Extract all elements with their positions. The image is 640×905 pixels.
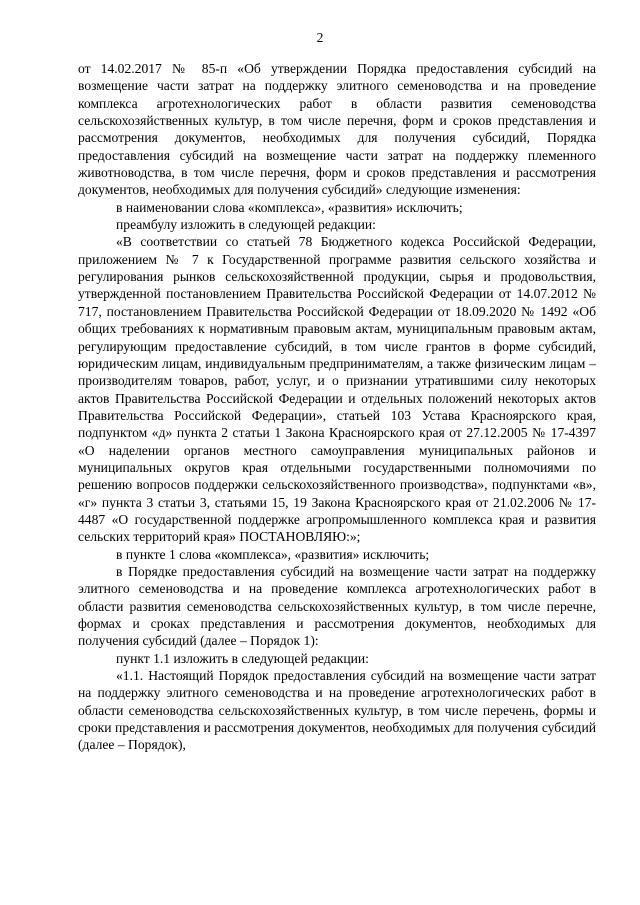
paragraph: пункт 1.1 изложить в следующей редакции:	[116, 650, 369, 666]
document-body	[78, 60, 596, 754]
paragraph: в Порядке предоставления субсидий на возмещение части затрат на поддержку элитного семеноводства и на проведение комплекса агротехнологических работ в области развития семеноводства сельскохозяйственных культур, в том числе перечне, формах и сроках представления и рассмотрения документов, необходимых для получения субсидий (далее – Порядок 1):	[78, 563, 596, 649]
paragraph: «В соответствии со статьей 78 Бюджетного кодекса Российской Федерации, приложением № 7 к Государственной программе развития сельского хозяйства и регулирования рынков сельскохозяйственной продукции, сырья и продовольствия, утвержденной постановлением Правительства Российской Федерации от 14.07.2012 № 717, постановлением Правительства Российской Федерации от 18.09.2020 № 1492 «Об общих требованиях к нормативным правовым актам, муниципальным правовым актам, регулирующим предоставление субсидий, в том числе грантов в форме субсидий, юридическим лицам, индивидуальным предпринимателям, а также физическим лицам – производителям товаров, работ, услуг, и о признании утратившими силу некоторых актов Правительства Российской Федерации и отдельных положений некоторых актов Правительства Российской Федерации», статьей 103 Устава Красноярского края, подпунктом «д» пункта 2 статьи 1 Закона Красноярского края от 27.12.2005 № 17-4397 «О наделении органов местного самоуправления муниципальных районов и муниципальных округов края отдельными государственными полномочиями по решению вопросов поддержки сельскохозяйственного производства», подпунктами «в», «г» пункта 3 статьи 3, статьями 15, 19 Закона Красноярского края от 21.02.2006 № 17-4487 «О государственной поддержке агропромышленного комплекса края и развития сельских территорий края» ПОСТАНОВЛЯЮ:»;	[78, 234, 596, 545]
paragraph: «1.1. Настоящий Порядок предоставления субсидий на возмещение части затрат на поддержку элитного семеноводства и на проведение агротехнологических работ в области семеноводства сельскохозяйственных культур, в том числе перечень, формы и сроки представления и рассмотрения документов, необходимых для получения субсидий (далее – Порядок),	[78, 668, 596, 753]
paragraph: в пункте 1 слова «комплекса», «развития» исключить;	[116, 546, 430, 562]
paragraph: в наименовании слова «комплекса», «развития» исключить;	[116, 199, 463, 215]
paragraph: преамбулу изложить в следующей редакции:	[116, 217, 376, 233]
paragraph: от 14.02.2017 № 85-п «Об утверждении Порядка предоставления субсидий на возмещение части затрат на поддержку элитного семеноводства и на проведение комплекса агротехнологических работ в области развития семеноводства сельскохозяйственных культур, в том числе перечня, форм и сроков представления и рассмотрения документов, необходимых для получения субсидий, Порядка предоставления субсидий на возмещение части затрат на поддержку племенного животноводства, в том числе перечня, форм и сроков представления и рассмотрения документов, необходимых для получения субсидий» следующие изменения:	[78, 61, 596, 198]
page-number: 2	[316, 30, 324, 45]
